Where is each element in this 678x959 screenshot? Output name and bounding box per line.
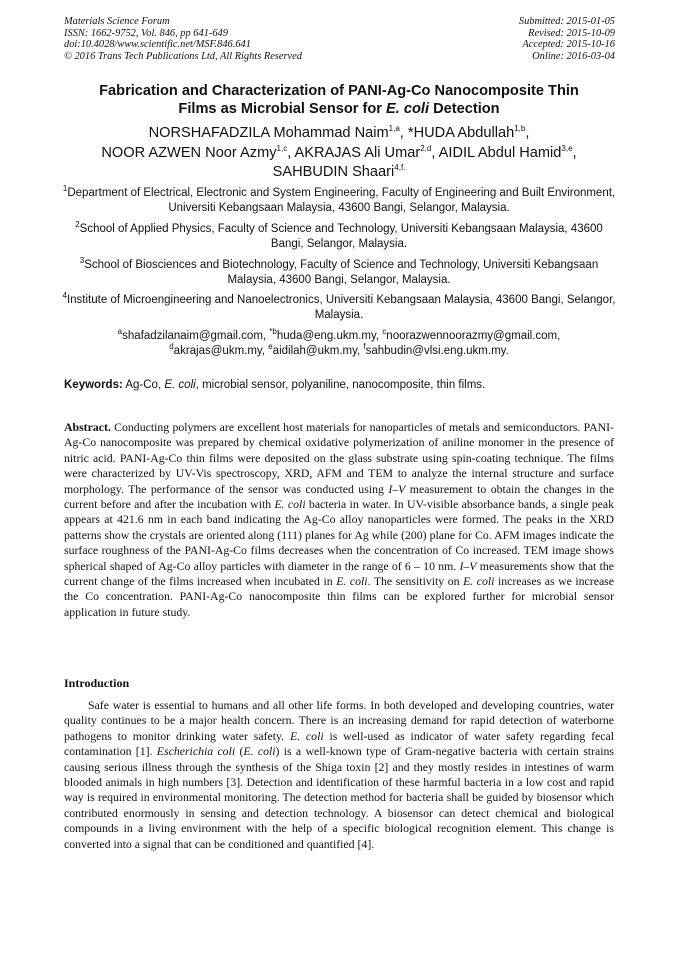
email-mark: e	[268, 341, 273, 351]
email-line	[62, 329, 616, 344]
author-name: NOOR AZWEN Noor Azmy	[101, 144, 277, 161]
journal-metadata	[64, 16, 302, 62]
intro-text: (	[235, 744, 244, 759]
email-address: huda@eng.ukm.my,	[276, 330, 383, 342]
affiliation-mark: 2	[75, 220, 80, 230]
author-affiliation-mark: 3,e	[561, 143, 573, 153]
author-affiliation-mark: 1,c	[276, 143, 288, 153]
email-address: shafadzilanaim@gmail.com,	[122, 330, 270, 342]
abstract-text: measurement to obtain the changes in the current before and after the incubation with	[64, 481, 614, 512]
author-line	[40, 144, 638, 164]
journal-name: Materials Science Forum	[64, 16, 170, 27]
author-separator: ,	[525, 125, 530, 141]
affiliation-3	[62, 258, 616, 287]
abstract-text: increases as we increase the Co concentration. PANI-Ag-Co nanocomposite thin films can be explored further for microbial sensor application in future study.	[64, 574, 615, 619]
accepted-date: Accepted: 2015-10-16	[522, 39, 615, 51]
affiliation-mark: 4	[62, 291, 67, 301]
abstract-species: E. coli	[336, 574, 368, 589]
email-mark: a	[117, 327, 123, 337]
title-text: Films as Microbial Sensor for	[178, 101, 387, 117]
author-line	[40, 124, 638, 144]
email-mark: c	[382, 327, 387, 337]
email-mark: f	[363, 341, 366, 351]
email-address: aidilah@ukm.my,	[272, 344, 364, 357]
publication-dates	[519, 16, 615, 62]
intro-text: ) is a well-known type of Gram-negative bacteria with certain strains causing serious illness through the synthesis of the Shiga toxin [2] and they mostly resides in intestines of warm blooded animals in high numbers [3]. Detection and identification of these harmful bacteria in a low cost and rapid way is required in environmental monitoring. The detection method for bacteria shall be guided by biosensor which contributed enormously in sensing and detection technology. A biosensor can detect chemical and biological compounds in a living environment with the help of a specific biological recognition element. This change is converted into a signal that can be conditioned and quantified [4].	[64, 744, 614, 851]
abstract-iv: I–V	[388, 481, 406, 496]
section-heading-introduction: Introduction	[64, 676, 130, 690]
affiliation-text: School of Biosciences and Biotechnology, Faculty of Science and Technology, Universiti Kebangsaan Malaysia, 43600 Bangi, Selangor, Malaysia.	[84, 259, 599, 286]
author-name: AIDIL Abdul Hamid	[438, 144, 562, 161]
email-mark: d	[169, 341, 174, 351]
copyright: © 2016 Trans Tech Publications Ltd, All Rights Reserved	[64, 50, 302, 62]
email-address: akrajas@ukm.my,	[173, 344, 269, 357]
keywords-species: E. coli	[164, 379, 196, 391]
title-line-1: Fabrication and Characterization of PANI-Ag-Co Nanocomposite Thin	[99, 83, 579, 99]
author-affiliation-mark: 1,b	[514, 124, 526, 134]
affiliation-mark: 3	[79, 256, 85, 266]
submitted-date: Submitted: 2015-01-05	[518, 16, 615, 27]
author-emails	[62, 329, 616, 358]
title-species: E. coli	[386, 101, 430, 117]
title-text-end: Detection	[429, 101, 500, 117]
affiliation-1	[62, 186, 616, 215]
author-affiliation-mark: 2,d	[420, 143, 432, 153]
affiliation-4	[62, 293, 616, 322]
email-mark: *b	[269, 327, 277, 337]
author-name: NORSHAFADZILA Mohammad Naim	[148, 125, 389, 141]
abstract-iv: I–V	[459, 558, 477, 573]
abstract-text: bacteria in water. In UV-visible absorbance bands, a single peak appears at 421.6 nm in each band indicating the Ag-Co alloy nanoparticles were formed. The peaks in the XRD patterns show the crystals are oriented along (111) planes for Ag while (200) plane for Co. AFM images indicate the surface roughness of the PANI-Ag-Co films decreases when the concentration of Co increased. TEM image shows spherical shaped of Ag-Co alloy particles with diameter in the range of 6 – 10 nm.	[64, 497, 615, 573]
abstract-species: E. coli	[463, 574, 495, 589]
keywords	[64, 378, 485, 392]
author-list	[40, 124, 638, 183]
intro-species: E. coli	[289, 728, 324, 743]
abstract-text: measurements show that the current change of the films increased when incubated in	[64, 558, 614, 589]
intro-species: E. coli	[243, 744, 276, 759]
email-line	[62, 341, 616, 359]
intro-text: Safe water is essential to humans and all other life forms. In both developed and developing countries, water quality continues to be a major health concern. There is an increasing demand for rapid detection of waterborne pathogens to monitor drinking water safety.	[64, 698, 614, 743]
abstract-label: Abstract.	[64, 420, 111, 434]
issn-volume: ISSN: 1662-9752, Vol. 846, pp 641-649	[64, 27, 228, 39]
affiliation-text: School of Applied Physics, Faculty of Science and Technology, Universiti Kebangsaan Malaysia, 43600 Bangi, Selangor, Malaysia.	[79, 223, 603, 250]
author-affiliation-mark: 4,f.	[394, 163, 406, 173]
revised-date: Revised: 2015-10-09	[528, 27, 615, 39]
keywords-label: Keywords:	[64, 379, 123, 391]
email-address: noorazwennoorazmy@gmail.com,	[386, 330, 561, 342]
affiliation-text: Institute of Microengineering and Nanoelectronics, Universiti Kebangsaan Malaysia, 43600 Bangi, Selangor, Malaysia.	[66, 294, 616, 321]
intro-species: Escherichia coli	[156, 744, 236, 759]
abstract-text: . The sensitivity on	[367, 574, 464, 589]
paper-title	[40, 82, 638, 118]
author-separator: ,	[572, 144, 577, 161]
author-separator: ,	[287, 144, 295, 161]
author-name: AKRAJAS Ali Umar	[294, 144, 421, 161]
abstract-text: Conducting polymers are excellent host materials for nanoparticles of metals and semiconductors. PANI-Ag-Co nanocomposite was prepared by chemical oxidative polymerization of aniline monomer in the presence of nitric acid. PANI-Ag-Co thin films were deposited on the glass substrate using spin-coating technique. The films were characterized by UV-Vis spectroscopy, XRD, AFM and TEM to analyze the internal structure and surface morphology. The performance of the sensor was conducted using	[64, 420, 614, 496]
affiliation-2	[62, 222, 616, 251]
author-affiliation-mark: 1,a	[388, 124, 400, 134]
abstract-species: E. coli	[274, 497, 306, 512]
keywords-text-end: , microbial sensor, polyaniline, nanocomposite, thin films.	[195, 379, 486, 391]
keywords-text: Ag-Co,	[122, 379, 165, 391]
doi: doi:10.4028/www.scientific.net/MSF.846.641	[64, 39, 251, 51]
author-name: *HUDA Abdullah	[407, 125, 515, 141]
introduction-paragraph	[64, 698, 614, 852]
author-line	[40, 163, 638, 183]
author-separator: ,	[431, 144, 439, 161]
abstract	[64, 420, 614, 620]
online-date: Online: 2016-03-04	[532, 50, 615, 62]
affiliation-mark: 1	[62, 184, 68, 194]
affiliation-text: Department of Electrical, Electronic and System Engineering, Faculty of Engineering and Built Environment, Universiti Kebangsaan Malaysia, 43600 Bangi, Selangor, Malaysia.	[67, 187, 616, 214]
email-address: sahbudin@vlsi.eng.ukm.my.	[365, 344, 509, 357]
title-line-2	[40, 100, 638, 118]
intro-text: is well-used as indicator of water safety regarding fecal contamination [1].	[64, 728, 614, 759]
author-name: SAHBUDIN Shaari	[272, 164, 395, 180]
author-separator: ,	[399, 125, 408, 141]
